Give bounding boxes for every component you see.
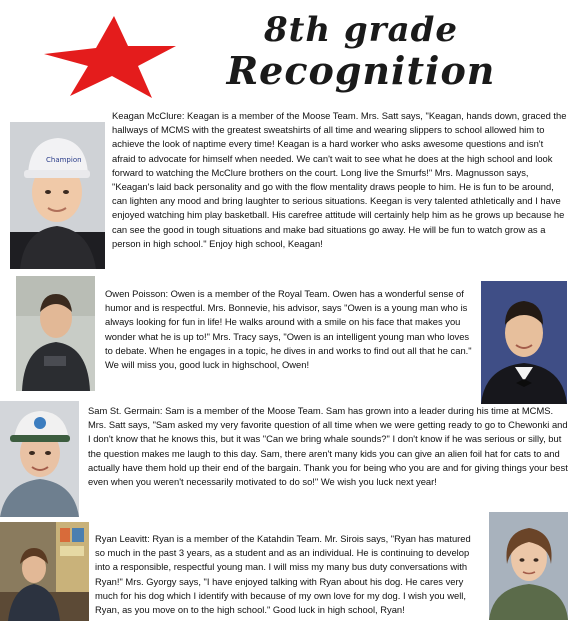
title-line-1: 8th grade [263,10,459,50]
student-photo-owen-formal [481,281,567,404]
header [0,0,576,112]
page-title [196,10,526,92]
student-photo-sam [0,401,79,517]
student-photo-ryan-classroom [0,522,89,621]
student-text-keagan: Keagan McClure: Keagan is a member of the Moose Team. Mrs. Satt says, "Keagan, hands down, graced the hallways of MCMS with the greatest sweatshirts of all time and wearing slippers to school allowed him to achieve the look of naptime every time! Keagan is a hard worker who asks awesome questions and isn't afraid to advocate for himself when needed. We can't wait to see what he does at the high school and look forward to watching the McClure brothers on the court. Long live the Smurfs!" Mrs. Magnusson says, "Keagan's laid back personality and go with the flow mentality draws people to him. He is fun to be around, can lighten any mood and bring laughter to serious situations. Keegan is very talented athletically and I have enjoyed watching him play basketball. His carefree attitude will certainly help him as he grows up because he can see the good in tough situations and make bad situations go away. He will be fun to watch grow as a person in high school." Enjoy high school, Keagan! [112,110,567,249]
student-photo-keagan [10,122,105,269]
student-text-sam: Sam St. Germain: Sam is a member of the Moose Team. Sam has grown into a leader during his time at MCMS. Mrs. Satt says, "Sam asked my very favorite question of all time when we were getting ready to go to Chewonki and I don't know that he knows this, but it was "Can we bring whale sounds?" I don't know if he was serious or silly, but the question makes me laugh to this day. Sam, there aren't many kids you can give an alien foil hat for cats to and actually have them hold up their end of the bargain. Thank you for being who you are and for giving things your best even when you weren't necessarily motivated to do so!" We wish you luck next year! [88,405,568,488]
title-line-2: Recognition [226,48,496,93]
student-photo-ryan [489,512,568,620]
cap-logo: Champion [46,156,82,164]
student-text-owen: Owen Poisson: Owen is a member of the Royal Team. Owen has a wonderful sense of humor and is respectful. Mrs. Bonnevie, his advisor, says "Owen is a young man who is always looking for fun in life! He walks around with a smile on his face that makes you wonder what he is up to!" Mrs. Tracy says, "Owen is an intelligent young man who loves to debate. When he engages in a topic, he dives in and works to find out all that he can." We will miss you, good luck in highschool, Owen! [105,288,472,371]
star-icon [44,16,176,98]
student-photo-owen [16,276,95,391]
student-text-ryan: Ryan Leavitt: Ryan is a member of the Katahdin Team. Mr. Sirois says, "Ryan has matured so much in the past 3 years, as a student and as an individual. He is continuing to develop into a responsible, respectful young man. I will miss my many bus duty conversations with Ryan!" Mrs. Gyorgy says, "I have enjoyed talking with Ryan about his dog. He cares very much for his dog which I identify with because of my own love for my dog. I wish you well, Ryan, as you move on to the high school." Good luck in high school, Ryan! [95,533,471,616]
